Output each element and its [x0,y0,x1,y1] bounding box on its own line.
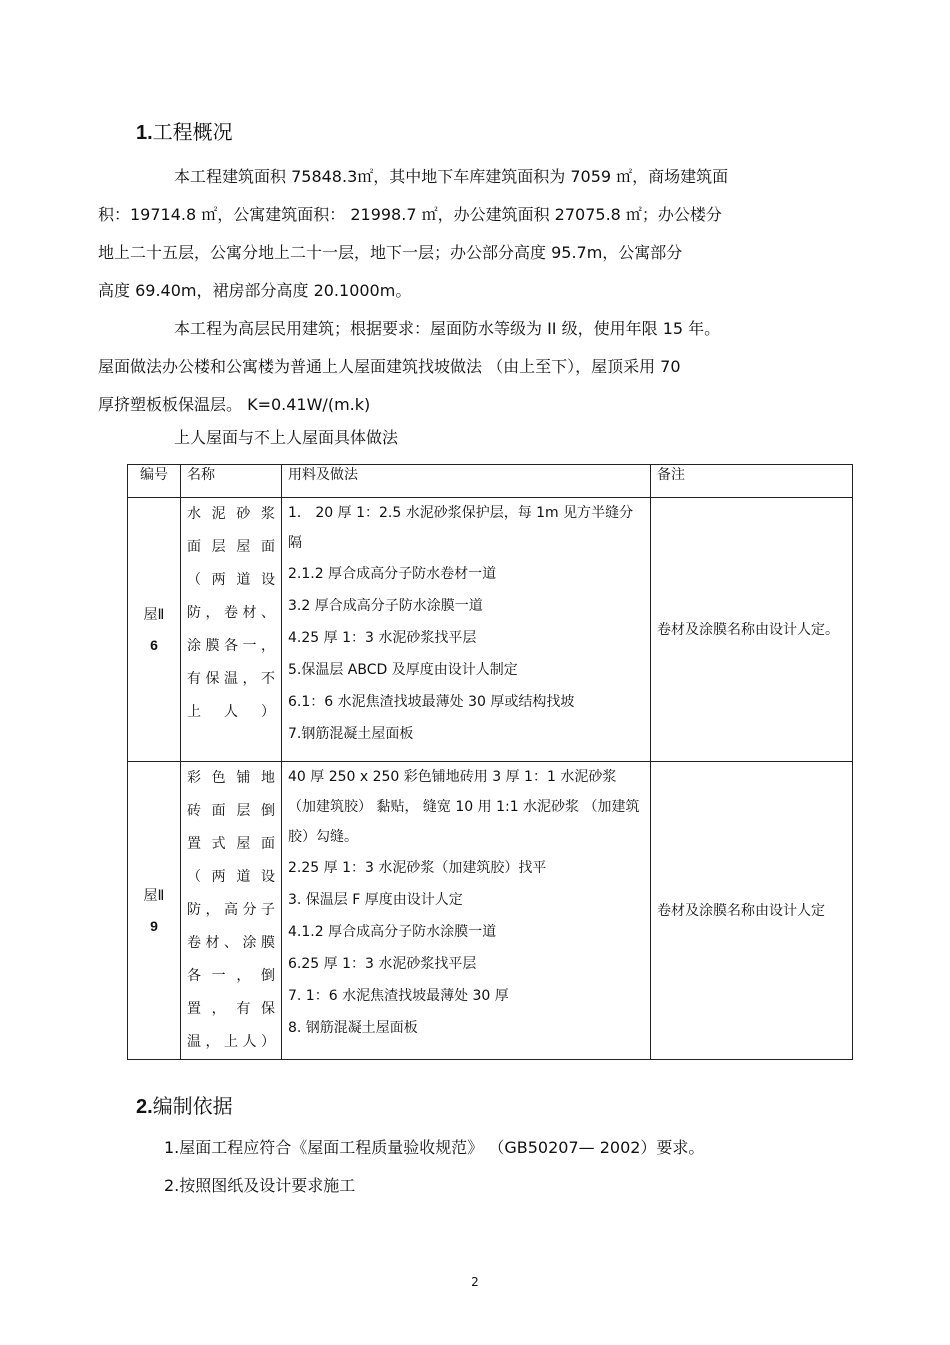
header-method: 用料及做法 [282,465,651,498]
name-line: 砖面层倒 [187,803,275,819]
overview-paragraph-1 [98,158,826,310]
method-step: 4.25 厚 1：3 水泥砂浆找平层 [288,630,477,646]
method-step: 2.25 厚 1：3 水泥砂浆（加建筑胶）找平 [288,860,547,876]
table-caption: 上人屋面与不上人屋面具体做法 [174,428,399,447]
row-note: 卷材及涂膜名称由设计人定。 [651,498,853,762]
header-code: 编号 [128,465,181,498]
name-line: （两道设 [187,572,275,588]
table-header-row [128,465,853,498]
row-name-text [187,498,275,729]
name-line: 水泥砂浆 [187,506,275,522]
table-row [128,762,853,1060]
section-1-title: 工程概况 [152,120,233,144]
name-line: 温，上人） [187,1034,275,1050]
name-line: 有保温，不 [187,671,275,687]
row-name [181,762,282,1060]
section-2-title: 编制依据 [152,1094,233,1118]
method-step: 6.25 厚 1：3 水泥砂浆找平层 [288,956,477,972]
page-number: 2 [471,1275,479,1289]
name-line: 面层屋面 [187,539,275,555]
name-line: 防，卷材、 [187,605,275,621]
method-step: 7. 1：6 水泥焦渣找坡最薄处 30 厚 [288,988,509,1004]
name-line: 置式屋面 [187,836,275,852]
name-line: 各一，倒 [187,968,275,984]
overview-line: 本工程建筑面积 75848.3㎡，其中地下车库建筑面积为 7059 ㎡，商场建筑面 [174,167,729,186]
method-step: 4.1.2 厚合成高分子防水涂膜一道 [288,924,497,940]
name-line: 卷材、涂膜 [187,935,275,951]
row-name-text [187,762,275,1059]
method-step: 5.保温层 ABCD 及厚度由设计人制定 [288,662,518,678]
overview-line: 屋面做法办公楼和公寓楼为普通上人屋面建筑找坡做法 （由上至下），屋顶采用 70 [98,357,681,376]
row-code-prefix: 屋Ⅱ [143,606,165,623]
method-step: 1． 20 厚 1：2.5 水泥砂浆保护层，每 1m 见方半缝分隔 [288,505,634,551]
section-1-heading [136,119,233,146]
name-line: 防，高分子 [187,902,275,918]
method-step: 6.1：6 水泥焦渣找坡最薄处 30 厚或结构找坡 [288,694,575,710]
overview-paragraph-2 [98,310,826,424]
method-step: 3.2 厚合成高分子防水涂膜一道 [288,598,483,614]
row-method [282,762,651,1060]
section-2-heading [136,1093,233,1120]
row-code [128,498,181,762]
row-code-number: 9 [150,917,158,934]
table-row [128,498,853,762]
basis-item: 2.按照图纸及设计要求施工 [164,1176,356,1195]
overview-line: 本工程为高层民用建筑；根据要求：屋面防水等级为 II 级，使用年限 15 年。 [174,319,721,338]
name-line: 置，有保 [187,1001,275,1017]
name-line: （两道设 [187,869,275,885]
name-line: 上人） [187,704,275,720]
header-name: 名称 [181,465,282,498]
row-name [181,498,282,762]
row-code-number: 6 [150,636,158,653]
overview-line: 厚挤塑板板保温层。 K=0.41W/(m.k) [98,395,371,414]
roof-spec-table [127,464,853,1060]
section-1-number: 1. [136,122,153,144]
method-step: 3. 保温层 F 厚度由设计人定 [288,892,463,908]
method-step: 8. 钢筋混凝土屋面板 [288,1020,418,1036]
name-line: 涂膜各一， [187,638,275,654]
overview-line: 地上二十五层，公寓分地上二十一层，地下一层；办公部分高度 95.7m，公寓部分 [98,243,683,262]
method-step: 40 厚 250 x 250 彩色铺地砖用 3 厚 1：1 水泥砂浆（加建筑胶） 黏贴， 缝宽 10 用 1:1 水泥砂浆 （加建筑胶）勾缝。 [288,769,640,845]
row-code-prefix: 屋Ⅱ [143,887,165,904]
overview-line: 高度 69.40m，裙房部分高度 20.1000m。 [98,281,412,300]
method-step: 2.1.2 厚合成高分子防水卷材一道 [288,566,497,582]
basis-item: 1.屋面工程应符合《屋面工程质量验收规范》 （GB50207— 2002）要求。 [164,1138,705,1157]
row-method [282,498,651,762]
row-code [128,762,181,1060]
overview-line: 积：19714.8 ㎡，公寓建筑面积： 21998.7 ㎡，办公建筑面积 27075.8 ㎡；办公楼分 [98,205,722,224]
section-2-number: 2. [136,1096,153,1118]
row-note: 卷材及涂膜名称由设计人定 [651,762,853,1060]
name-line: 彩色铺地 [187,770,275,786]
header-note: 备注 [651,465,853,498]
method-step: 7.钢筋混凝土屋面板 [288,726,414,742]
